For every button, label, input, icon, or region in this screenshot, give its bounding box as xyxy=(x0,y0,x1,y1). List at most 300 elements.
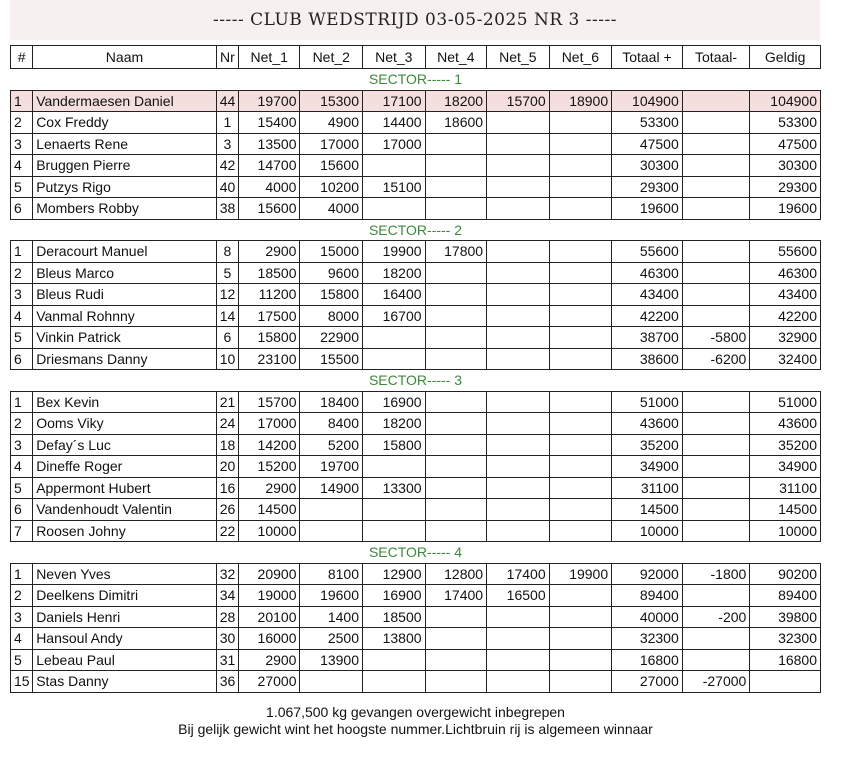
rank-cell: 4 xyxy=(11,456,33,478)
valid-cell: 35200 xyxy=(750,434,821,456)
net2-cell: 4900 xyxy=(300,112,363,134)
table-row xyxy=(11,284,821,306)
sector-label: SECTOR----- 2 xyxy=(11,219,821,241)
total-plus-cell: 38700 xyxy=(612,327,683,349)
net3-cell xyxy=(363,671,426,693)
net6-cell xyxy=(549,456,612,478)
rank-cell: 2 xyxy=(11,413,33,435)
net2-cell: 19700 xyxy=(300,456,363,478)
net4-cell xyxy=(425,520,487,542)
nr-cell: 44 xyxy=(216,90,238,112)
net4-cell xyxy=(425,284,487,306)
column-header: Naam xyxy=(33,46,217,69)
column-header: Totaal- xyxy=(682,46,750,69)
net1-cell: 18500 xyxy=(238,262,300,284)
net1-cell: 10000 xyxy=(238,520,300,542)
net3-cell: 17100 xyxy=(363,90,426,112)
nr-cell: 21 xyxy=(216,391,238,413)
rank-cell: 4 xyxy=(11,305,33,327)
total-minus-cell xyxy=(682,262,750,284)
total-plus-cell: 47500 xyxy=(612,133,683,155)
name-cell: Vanmal Rohnny xyxy=(33,305,217,327)
net5-cell xyxy=(487,499,550,521)
name-cell: Appermont Hubert xyxy=(33,477,217,499)
net2-cell: 15800 xyxy=(300,284,363,306)
net3-cell xyxy=(363,155,426,177)
net1-cell: 20900 xyxy=(238,563,300,585)
name-cell: Neven Yves xyxy=(33,563,217,585)
total-plus-cell: 104900 xyxy=(612,90,683,112)
valid-cell: 10000 xyxy=(750,520,821,542)
nr-cell: 31 xyxy=(216,649,238,671)
valid-cell: 53300 xyxy=(750,112,821,134)
valid-cell: 19600 xyxy=(750,198,821,220)
net5-cell xyxy=(487,456,550,478)
net1-cell: 14700 xyxy=(238,155,300,177)
net3-cell: 16400 xyxy=(363,284,426,306)
table-row xyxy=(11,241,821,263)
nr-cell: 14 xyxy=(216,305,238,327)
name-cell: Vandenhoudt Valentin xyxy=(33,499,217,521)
valid-cell: 43400 xyxy=(750,284,821,306)
valid-cell: 31100 xyxy=(750,477,821,499)
total-minus-cell xyxy=(682,155,750,177)
net4-cell xyxy=(425,434,487,456)
net3-cell: 15800 xyxy=(363,434,426,456)
total-plus-cell: 43600 xyxy=(612,413,683,435)
net1-cell: 19700 xyxy=(238,90,300,112)
net5-cell xyxy=(487,112,550,134)
valid-cell: 32400 xyxy=(750,348,821,370)
net6-cell xyxy=(549,305,612,327)
total-minus-cell xyxy=(682,477,750,499)
title-bar xyxy=(10,0,820,40)
total-minus-cell xyxy=(682,628,750,650)
net2-cell: 5200 xyxy=(300,434,363,456)
name-cell: Deelkens Dimitri xyxy=(33,585,217,607)
rank-cell: 6 xyxy=(11,499,33,521)
net6-cell xyxy=(549,477,612,499)
net2-cell: 8100 xyxy=(300,563,363,585)
net2-cell: 22900 xyxy=(300,327,363,349)
total-plus-cell: 31100 xyxy=(612,477,683,499)
net4-cell xyxy=(425,155,487,177)
net1-cell: 15400 xyxy=(238,112,300,134)
winner-row xyxy=(11,90,821,112)
net3-cell: 16700 xyxy=(363,305,426,327)
rank-cell: 6 xyxy=(11,198,33,220)
net6-cell xyxy=(549,434,612,456)
table-row xyxy=(11,499,821,521)
net6-cell xyxy=(549,112,612,134)
net4-cell: 18200 xyxy=(425,90,487,112)
net4-cell: 17800 xyxy=(425,241,487,263)
total-plus-cell: 27000 xyxy=(612,671,683,693)
total-minus-cell: -200 xyxy=(682,606,750,628)
total-plus-cell: 53300 xyxy=(612,112,683,134)
table-row xyxy=(11,198,821,220)
total-minus-cell xyxy=(682,133,750,155)
net1-cell: 13500 xyxy=(238,133,300,155)
rank-cell: 2 xyxy=(11,112,33,134)
rank-cell: 3 xyxy=(11,606,33,628)
nr-cell: 18 xyxy=(216,434,238,456)
net2-cell: 15000 xyxy=(300,241,363,263)
total-minus-cell: -6200 xyxy=(682,348,750,370)
net2-cell: 19600 xyxy=(300,585,363,607)
total-minus-cell: -1800 xyxy=(682,563,750,585)
table-row xyxy=(11,434,821,456)
rank-cell: 5 xyxy=(11,327,33,349)
rank-cell: 6 xyxy=(11,348,33,370)
name-cell: Mombers Robby xyxy=(33,198,217,220)
net4-cell: 12800 xyxy=(425,563,487,585)
name-cell: Defay´s Luc xyxy=(33,434,217,456)
valid-cell: 16800 xyxy=(750,649,821,671)
name-cell: Lebeau Paul xyxy=(33,649,217,671)
name-cell: Deracourt Manuel xyxy=(33,241,217,263)
column-header: Geldig xyxy=(750,46,821,69)
net3-cell xyxy=(363,499,426,521)
net2-cell: 1400 xyxy=(300,606,363,628)
rank-cell: 4 xyxy=(11,628,33,650)
net5-cell: 15700 xyxy=(487,90,550,112)
table-row xyxy=(11,563,821,585)
net6-cell xyxy=(549,520,612,542)
total-plus-cell: 35200 xyxy=(612,434,683,456)
rank-cell: 3 xyxy=(11,133,33,155)
table-row xyxy=(11,606,821,628)
total-plus-cell: 92000 xyxy=(612,563,683,585)
name-cell: Bleus Rudi xyxy=(33,284,217,306)
nr-cell: 8 xyxy=(216,241,238,263)
net3-cell: 13800 xyxy=(363,628,426,650)
nr-cell: 34 xyxy=(216,585,238,607)
column-header: Net_3 xyxy=(363,46,426,69)
total-plus-cell: 32300 xyxy=(612,628,683,650)
name-cell: Driesmans Danny xyxy=(33,348,217,370)
net2-cell: 10200 xyxy=(300,176,363,198)
column-header: Net_1 xyxy=(238,46,300,69)
total-minus-cell xyxy=(682,198,750,220)
total-plus-cell: 42200 xyxy=(612,305,683,327)
net2-cell xyxy=(300,671,363,693)
nr-cell: 6 xyxy=(216,327,238,349)
table-row xyxy=(11,391,821,413)
net2-cell: 4000 xyxy=(300,198,363,220)
valid-cell: 32300 xyxy=(750,628,821,650)
net2-cell: 15500 xyxy=(300,348,363,370)
table-row xyxy=(11,477,821,499)
valid-cell: 90200 xyxy=(750,563,821,585)
net1-cell: 23100 xyxy=(238,348,300,370)
name-cell: Dineffe Roger xyxy=(33,456,217,478)
net2-cell: 9600 xyxy=(300,262,363,284)
total-plus-cell: 30300 xyxy=(612,155,683,177)
name-cell: Roosen Johny xyxy=(33,520,217,542)
rank-cell: 3 xyxy=(11,284,33,306)
total-minus-cell xyxy=(682,241,750,263)
nr-cell: 40 xyxy=(216,176,238,198)
net1-cell: 4000 xyxy=(238,176,300,198)
net3-cell xyxy=(363,520,426,542)
net1-cell: 2900 xyxy=(238,241,300,263)
total-plus-cell: 55600 xyxy=(612,241,683,263)
net6-cell xyxy=(549,284,612,306)
total-plus-cell: 43400 xyxy=(612,284,683,306)
header-row xyxy=(11,46,821,69)
net1-cell: 11200 xyxy=(238,284,300,306)
net6-cell xyxy=(549,262,612,284)
net2-cell: 8000 xyxy=(300,305,363,327)
net5-cell xyxy=(487,520,550,542)
table-row xyxy=(11,305,821,327)
name-cell: Bleus Marco xyxy=(33,262,217,284)
net4-cell xyxy=(425,348,487,370)
net1-cell: 14200 xyxy=(238,434,300,456)
net6-cell xyxy=(549,628,612,650)
name-cell: Bruggen Pierre xyxy=(33,155,217,177)
net1-cell: 2900 xyxy=(238,477,300,499)
total-plus-cell: 89400 xyxy=(612,585,683,607)
net1-cell: 17000 xyxy=(238,413,300,435)
net3-cell: 15100 xyxy=(363,176,426,198)
name-cell: Vinkin Patrick xyxy=(33,327,217,349)
total-minus-cell xyxy=(682,112,750,134)
total-minus-cell: -5800 xyxy=(682,327,750,349)
rank-cell: 4 xyxy=(11,155,33,177)
net5-cell xyxy=(487,284,550,306)
column-header: Nr xyxy=(216,46,238,69)
net5-cell xyxy=(487,391,550,413)
table-row xyxy=(11,649,821,671)
name-cell: Ooms Viky xyxy=(33,413,217,435)
total-minus-cell: -27000 xyxy=(682,671,750,693)
net3-cell: 19900 xyxy=(363,241,426,263)
net3-cell xyxy=(363,198,426,220)
total-minus-cell xyxy=(682,391,750,413)
net3-cell xyxy=(363,649,426,671)
nr-cell: 12 xyxy=(216,284,238,306)
net5-cell xyxy=(487,649,550,671)
net5-cell xyxy=(487,155,550,177)
nr-cell: 42 xyxy=(216,155,238,177)
net3-cell: 12900 xyxy=(363,563,426,585)
nr-cell: 3 xyxy=(216,133,238,155)
total-plus-cell: 10000 xyxy=(612,520,683,542)
column-header: Net_5 xyxy=(487,46,550,69)
valid-cell: 32900 xyxy=(750,327,821,349)
net6-cell xyxy=(549,241,612,263)
net5-cell xyxy=(487,671,550,693)
total-plus-cell: 34900 xyxy=(612,456,683,478)
total-minus-cell xyxy=(682,413,750,435)
net4-cell xyxy=(425,628,487,650)
total-minus-cell xyxy=(682,176,750,198)
net4-cell xyxy=(425,456,487,478)
net3-cell: 18200 xyxy=(363,413,426,435)
net1-cell: 20100 xyxy=(238,606,300,628)
footer-rules-note: Bij gelijk gewicht wint het hoogste nummer.Lichtbruin rij is algemeen winnaar xyxy=(178,721,653,737)
name-cell: Bex Kevin xyxy=(33,391,217,413)
rank-cell: 5 xyxy=(11,649,33,671)
valid-cell: 30300 xyxy=(750,155,821,177)
total-minus-cell xyxy=(682,456,750,478)
net6-cell xyxy=(549,499,612,521)
total-plus-cell: 19600 xyxy=(612,198,683,220)
net4-cell xyxy=(425,413,487,435)
net6-cell xyxy=(549,391,612,413)
net5-cell xyxy=(487,133,550,155)
name-cell: Lenaerts Rene xyxy=(33,133,217,155)
net3-cell: 17000 xyxy=(363,133,426,155)
net4-cell xyxy=(425,262,487,284)
rank-cell: 2 xyxy=(11,585,33,607)
net5-cell xyxy=(487,241,550,263)
valid-cell: 14500 xyxy=(750,499,821,521)
net4-cell xyxy=(425,649,487,671)
net4-cell xyxy=(425,176,487,198)
net1-cell: 2900 xyxy=(238,649,300,671)
total-plus-cell: 29300 xyxy=(612,176,683,198)
table-row xyxy=(11,413,821,435)
net1-cell: 16000 xyxy=(238,628,300,650)
nr-cell: 1 xyxy=(216,112,238,134)
net4-cell: 18600 xyxy=(425,112,487,134)
column-header: Net_4 xyxy=(425,46,487,69)
net4-cell xyxy=(425,133,487,155)
total-minus-cell xyxy=(682,499,750,521)
net5-cell xyxy=(487,327,550,349)
rank-cell: 5 xyxy=(11,176,33,198)
net6-cell xyxy=(549,649,612,671)
net6-cell xyxy=(549,176,612,198)
rank-cell: 15 xyxy=(11,671,33,693)
rank-cell: 1 xyxy=(11,563,33,585)
rank-cell: 2 xyxy=(11,262,33,284)
net6-cell xyxy=(549,133,612,155)
net5-cell xyxy=(487,348,550,370)
net5-cell: 17400 xyxy=(487,563,550,585)
nr-cell: 20 xyxy=(216,456,238,478)
table-row xyxy=(11,585,821,607)
net5-cell xyxy=(487,477,550,499)
nr-cell: 32 xyxy=(216,563,238,585)
valid-cell: 42200 xyxy=(750,305,821,327)
net6-cell xyxy=(549,198,612,220)
valid-cell: 29300 xyxy=(750,176,821,198)
nr-cell: 24 xyxy=(216,413,238,435)
net2-cell: 15300 xyxy=(300,90,363,112)
rank-cell: 3 xyxy=(11,434,33,456)
total-minus-cell xyxy=(682,649,750,671)
net2-cell: 14900 xyxy=(300,477,363,499)
total-minus-cell xyxy=(682,585,750,607)
net5-cell: 16500 xyxy=(487,585,550,607)
sector-row xyxy=(11,542,821,564)
net5-cell xyxy=(487,262,550,284)
valid-cell: 43600 xyxy=(750,413,821,435)
net3-cell xyxy=(363,348,426,370)
column-header: # xyxy=(11,46,33,69)
total-plus-cell: 40000 xyxy=(612,606,683,628)
net1-cell: 27000 xyxy=(238,671,300,693)
valid-cell: 47500 xyxy=(750,133,821,155)
valid-cell: 46300 xyxy=(750,262,821,284)
table-row xyxy=(11,176,821,198)
net5-cell xyxy=(487,628,550,650)
net5-cell xyxy=(487,198,550,220)
nr-cell: 22 xyxy=(216,520,238,542)
rank-cell: 5 xyxy=(11,477,33,499)
footer-total-note: 1.067,500 kg gevangen overgewicht inbegrepen xyxy=(266,704,565,720)
total-plus-cell: 51000 xyxy=(612,391,683,413)
total-plus-cell: 14500 xyxy=(612,499,683,521)
net3-cell: 14400 xyxy=(363,112,426,134)
name-cell: Hansoul Andy xyxy=(33,628,217,650)
net6-cell xyxy=(549,606,612,628)
net1-cell: 19000 xyxy=(238,585,300,607)
column-header: Net_2 xyxy=(300,46,363,69)
net3-cell xyxy=(363,327,426,349)
net2-cell: 15600 xyxy=(300,155,363,177)
net4-cell xyxy=(425,477,487,499)
net4-cell xyxy=(425,499,487,521)
net1-cell: 15600 xyxy=(238,198,300,220)
rank-cell: 1 xyxy=(11,241,33,263)
net6-cell xyxy=(549,585,612,607)
total-minus-cell xyxy=(682,90,750,112)
valid-cell: 89400 xyxy=(750,585,821,607)
net6-cell xyxy=(549,413,612,435)
net4-cell xyxy=(425,305,487,327)
total-minus-cell xyxy=(682,284,750,306)
nr-cell: 36 xyxy=(216,671,238,693)
total-minus-cell xyxy=(682,520,750,542)
name-cell: Vandermaesen Daniel xyxy=(33,90,217,112)
table-row xyxy=(11,628,821,650)
total-plus-cell: 46300 xyxy=(612,262,683,284)
rank-cell: 1 xyxy=(11,391,33,413)
nr-cell: 26 xyxy=(216,499,238,521)
rank-cell: 1 xyxy=(11,90,33,112)
table-row xyxy=(11,262,821,284)
net4-cell xyxy=(425,327,487,349)
net3-cell: 18500 xyxy=(363,606,426,628)
net5-cell xyxy=(487,176,550,198)
rank-cell: 7 xyxy=(11,520,33,542)
net1-cell: 14500 xyxy=(238,499,300,521)
table-body xyxy=(11,69,821,693)
column-header: Totaal + xyxy=(612,46,683,69)
results-table xyxy=(10,45,821,693)
table-row xyxy=(11,348,821,370)
name-cell: Stas Danny xyxy=(33,671,217,693)
net2-cell: 8400 xyxy=(300,413,363,435)
net4-cell xyxy=(425,606,487,628)
valid-cell xyxy=(750,671,821,693)
valid-cell: 104900 xyxy=(750,90,821,112)
nr-cell: 10 xyxy=(216,348,238,370)
net5-cell xyxy=(487,305,550,327)
sector-label: SECTOR----- 4 xyxy=(11,542,821,564)
sector-row xyxy=(11,69,821,91)
nr-cell: 28 xyxy=(216,606,238,628)
sector-row xyxy=(11,219,821,241)
name-cell: Cox Freddy xyxy=(33,112,217,134)
nr-cell: 5 xyxy=(216,262,238,284)
net1-cell: 17500 xyxy=(238,305,300,327)
